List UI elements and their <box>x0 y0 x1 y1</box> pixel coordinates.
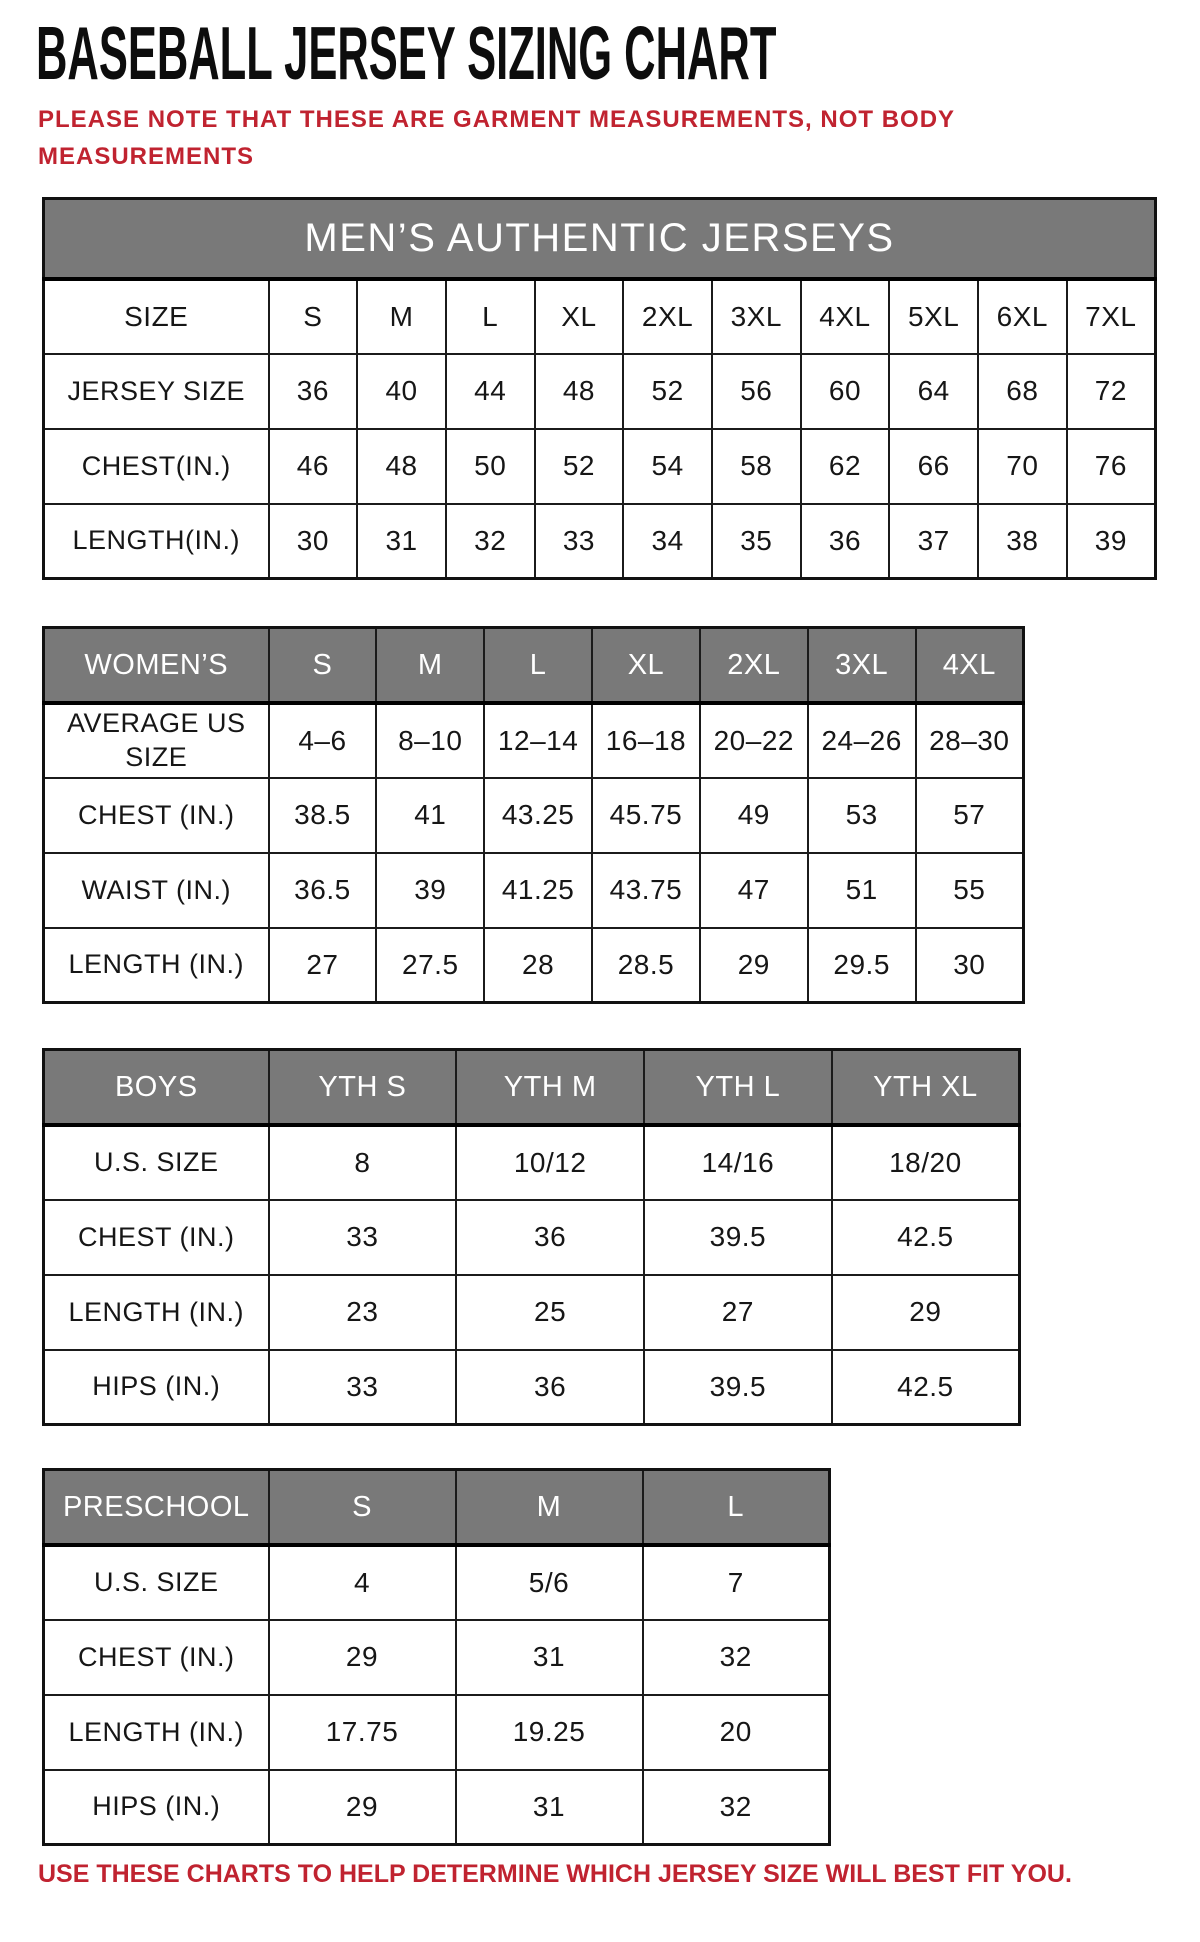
row-label-cell: CHEST (IN.) <box>44 778 269 853</box>
table-title-cell: MEN’S AUTHENTIC JERSEYS <box>44 199 1156 279</box>
value-cell: 64 <box>889 354 978 429</box>
value-cell: 28 <box>484 928 592 1003</box>
value-cell: 27 <box>644 1275 832 1350</box>
value-cell: 7 <box>643 1545 830 1620</box>
column-header-cell: 3XL <box>712 279 801 354</box>
value-cell: 76 <box>1067 429 1156 504</box>
column-header-cell: S <box>269 628 377 703</box>
column-header-cell: 4XL <box>916 628 1024 703</box>
value-cell: 57 <box>916 778 1024 853</box>
table-row <box>44 928 1024 1003</box>
row-label-cell: U.S. SIZE <box>44 1125 269 1200</box>
row-label-cell: LENGTH (IN.) <box>44 928 269 1003</box>
row-label-cell: CHEST (IN.) <box>44 1200 269 1275</box>
value-cell: 36 <box>456 1350 644 1425</box>
value-cell: 41 <box>376 778 484 853</box>
value-cell: 34 <box>623 504 712 579</box>
value-cell: 12–14 <box>484 703 592 778</box>
value-cell: 33 <box>535 504 624 579</box>
column-header-cell: 6XL <box>978 279 1067 354</box>
value-cell: 48 <box>357 429 446 504</box>
value-cell: 25 <box>456 1275 644 1350</box>
value-cell: 10/12 <box>456 1125 644 1200</box>
column-header-cell: M <box>357 279 446 354</box>
value-cell: 39 <box>1067 504 1156 579</box>
row-label-cell: LENGTH (IN.) <box>44 1695 269 1770</box>
value-cell: 30 <box>269 504 358 579</box>
value-cell: 29 <box>269 1620 456 1695</box>
value-cell: 4–6 <box>269 703 377 778</box>
column-header-cell: 3XL <box>808 628 916 703</box>
value-cell: 39 <box>376 853 484 928</box>
value-cell: 46 <box>269 429 358 504</box>
value-cell: 29 <box>832 1275 1020 1350</box>
value-cell: 37 <box>889 504 978 579</box>
value-cell: 38 <box>978 504 1067 579</box>
value-cell: 43.75 <box>592 853 700 928</box>
value-cell: 53 <box>808 778 916 853</box>
value-cell: 23 <box>269 1275 457 1350</box>
value-cell: 66 <box>889 429 978 504</box>
value-cell: 32 <box>446 504 535 579</box>
value-cell: 20–22 <box>700 703 808 778</box>
value-cell: 52 <box>623 354 712 429</box>
preschool-sizing-table <box>42 1468 831 1846</box>
column-header-cell: L <box>446 279 535 354</box>
value-cell: 5/6 <box>456 1545 643 1620</box>
table-row <box>44 853 1024 928</box>
table-row <box>44 1695 830 1770</box>
value-cell: 36 <box>269 354 358 429</box>
mens-authentic-jerseys-table <box>42 197 1157 580</box>
table-row <box>44 354 1156 429</box>
column-header-cell: YTH M <box>456 1050 644 1125</box>
row-label-cell: JERSEY SIZE <box>44 354 269 429</box>
value-cell: 27.5 <box>376 928 484 1003</box>
garment-measurements-note: PLEASE NOTE THAT THESE ARE GARMENT MEASUREMENTS, NOT BODY MEASUREMENTS <box>38 106 955 171</box>
column-header-cell: 2XL <box>623 279 712 354</box>
value-cell: 51 <box>808 853 916 928</box>
fit-advice-footer: USE THESE CHARTS TO HELP DETERMINE WHICH JERSEY SIZE WILL BEST FIT YOU. <box>38 1860 1072 1889</box>
value-cell: 18/20 <box>832 1125 1020 1200</box>
column-header-cell: XL <box>535 279 624 354</box>
value-cell: 56 <box>712 354 801 429</box>
value-cell: 32 <box>643 1770 830 1845</box>
value-cell: 49 <box>700 778 808 853</box>
value-cell: 42.5 <box>832 1350 1020 1425</box>
column-header-cell: S <box>269 279 358 354</box>
value-cell: 19.25 <box>456 1695 643 1770</box>
value-cell: 32 <box>643 1620 830 1695</box>
table-row <box>44 1545 830 1620</box>
value-cell: 20 <box>643 1695 830 1770</box>
row-label-cell: HIPS (IN.) <box>44 1770 269 1845</box>
value-cell: 4 <box>269 1545 456 1620</box>
value-cell: 41.25 <box>484 853 592 928</box>
value-cell: 42.5 <box>832 1200 1020 1275</box>
column-header-cell: L <box>484 628 592 703</box>
value-cell: 45.75 <box>592 778 700 853</box>
column-header-cell: 5XL <box>889 279 978 354</box>
value-cell: 58 <box>712 429 801 504</box>
row-label-cell: U.S. SIZE <box>44 1545 269 1620</box>
row-label-cell: CHEST (IN.) <box>44 1620 269 1695</box>
corner-label-cell: SIZE <box>44 279 269 354</box>
womens-sizing-table <box>42 626 1025 1004</box>
value-cell: 30 <box>916 928 1024 1003</box>
value-cell: 47 <box>700 853 808 928</box>
value-cell: 70 <box>978 429 1067 504</box>
table-title-cell: BOYS <box>44 1050 269 1125</box>
row-label-cell: CHEST(IN.) <box>44 429 269 504</box>
boys-sizing-table <box>42 1048 1021 1426</box>
table-row <box>44 703 1024 778</box>
value-cell: 24–26 <box>808 703 916 778</box>
value-cell: 28–30 <box>916 703 1024 778</box>
value-cell: 72 <box>1067 354 1156 429</box>
column-header-cell: YTH XL <box>832 1050 1020 1125</box>
value-cell: 38.5 <box>269 778 377 853</box>
value-cell: 8–10 <box>376 703 484 778</box>
value-cell: 16–18 <box>592 703 700 778</box>
value-cell: 36.5 <box>269 853 377 928</box>
value-cell: 31 <box>357 504 446 579</box>
value-cell: 52 <box>535 429 624 504</box>
column-header-cell: M <box>376 628 484 703</box>
row-label-cell: LENGTH (IN.) <box>44 1275 269 1350</box>
value-cell: 33 <box>269 1350 457 1425</box>
value-cell: 55 <box>916 853 1024 928</box>
page-title: BASEBALL JERSEY SIZING CHART <box>36 11 777 95</box>
value-cell: 36 <box>801 504 890 579</box>
value-cell: 36 <box>456 1200 644 1275</box>
value-cell: 31 <box>456 1620 643 1695</box>
row-label-cell: AVERAGE US SIZE <box>44 703 269 778</box>
value-cell: 31 <box>456 1770 643 1845</box>
row-label-cell: HIPS (IN.) <box>44 1350 269 1425</box>
column-header-cell: L <box>643 1470 830 1545</box>
value-cell: 48 <box>535 354 624 429</box>
value-cell: 40 <box>357 354 446 429</box>
value-cell: 29 <box>269 1770 456 1845</box>
value-cell: 60 <box>801 354 890 429</box>
table-row <box>44 1125 1020 1200</box>
column-header-cell: YTH S <box>269 1050 457 1125</box>
value-cell: 35 <box>712 504 801 579</box>
value-cell: 27 <box>269 928 377 1003</box>
value-cell: 68 <box>978 354 1067 429</box>
column-header-cell: XL <box>592 628 700 703</box>
column-header-cell: 7XL <box>1067 279 1156 354</box>
table-row <box>44 1275 1020 1350</box>
table-row <box>44 1350 1020 1425</box>
table-title-cell: WOMEN’S <box>44 628 269 703</box>
table-row <box>44 1200 1020 1275</box>
value-cell: 43.25 <box>484 778 592 853</box>
column-header-cell: 2XL <box>700 628 808 703</box>
value-cell: 39.5 <box>644 1200 832 1275</box>
value-cell: 33 <box>269 1200 457 1275</box>
value-cell: 62 <box>801 429 890 504</box>
table-title-cell: PRESCHOOL <box>44 1470 269 1545</box>
column-header-cell: S <box>269 1470 456 1545</box>
table-row <box>44 778 1024 853</box>
row-label-cell: LENGTH(IN.) <box>44 504 269 579</box>
table-row <box>44 1770 830 1845</box>
row-label-cell: WAIST (IN.) <box>44 853 269 928</box>
value-cell: 44 <box>446 354 535 429</box>
value-cell: 28.5 <box>592 928 700 1003</box>
column-header-cell: 4XL <box>801 279 890 354</box>
value-cell: 8 <box>269 1125 457 1200</box>
value-cell: 29 <box>700 928 808 1003</box>
table-row <box>44 504 1156 579</box>
value-cell: 50 <box>446 429 535 504</box>
value-cell: 29.5 <box>808 928 916 1003</box>
table-row <box>44 1620 830 1695</box>
table-row <box>44 429 1156 504</box>
value-cell: 14/16 <box>644 1125 832 1200</box>
column-header-cell: M <box>456 1470 643 1545</box>
value-cell: 39.5 <box>644 1350 832 1425</box>
value-cell: 17.75 <box>269 1695 456 1770</box>
value-cell: 54 <box>623 429 712 504</box>
column-header-cell: YTH L <box>644 1050 832 1125</box>
